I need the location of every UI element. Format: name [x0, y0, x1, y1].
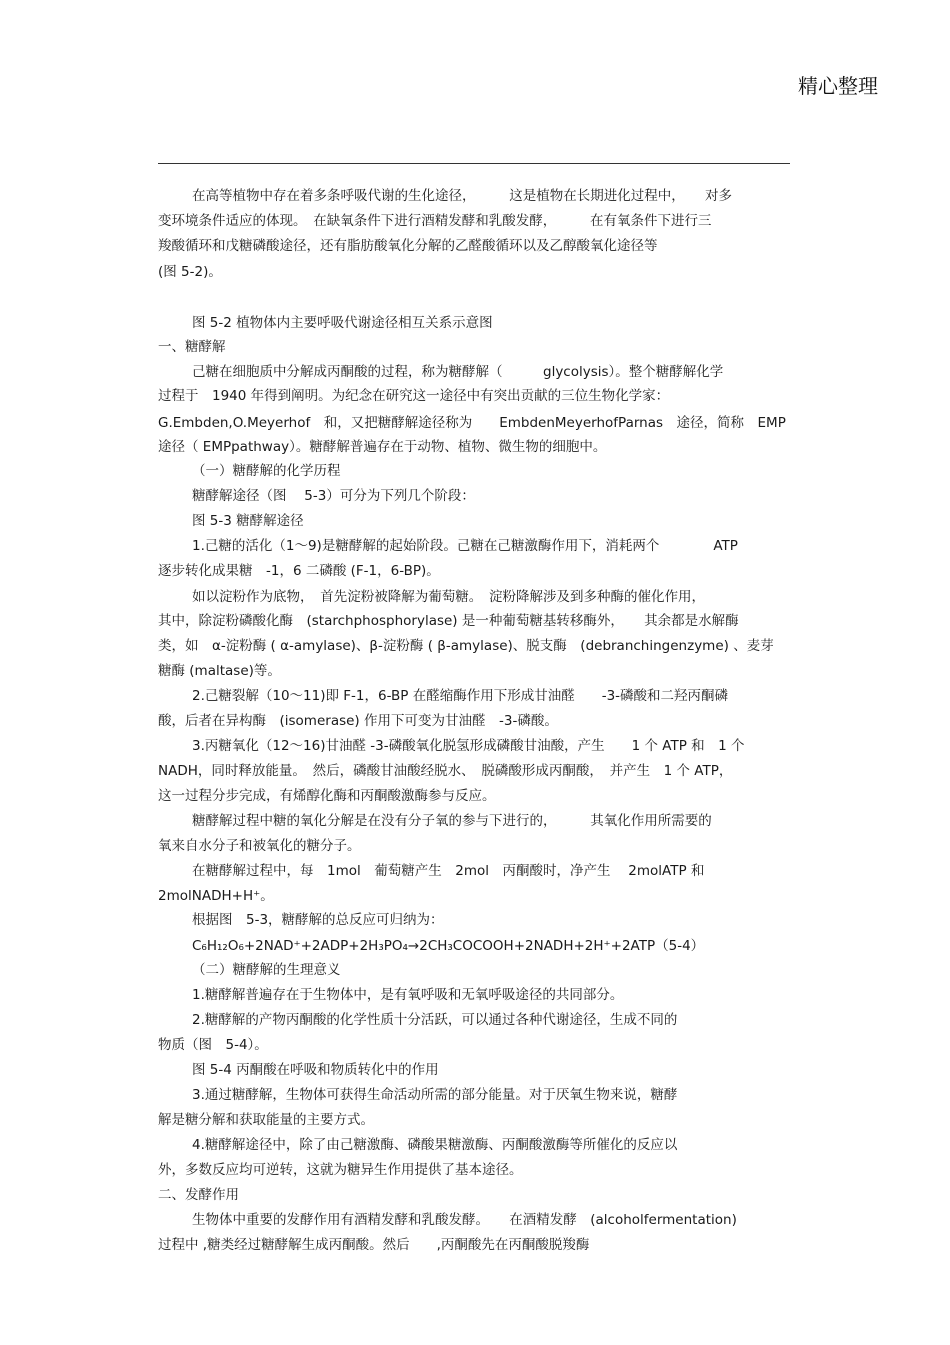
- subsection-heading: （二）糖酵解的生理意义: [192, 962, 341, 978]
- section-heading: 一、糖酵解: [158, 339, 226, 355]
- paragraph-line: 在糖酵解过程中，每 1mol 葡萄糖产生 2mol 丙酮酸时，净产生 2molATP 和: [192, 863, 705, 879]
- paragraph-line: 2.糖酵解的产物丙酮酸的化学性质十分活跃，可以通过各种代谢途径，生成不同的: [192, 1012, 678, 1028]
- paragraph-line: 3.通过糖酵解，生物体可获得生命活动所需的部分能量。对于厌氧生物来说，糖酵: [192, 1087, 678, 1103]
- paragraph-line: 2molNADH+H⁺。: [158, 888, 274, 904]
- paragraph-line: 羧酸循环和戊糖磷酸途径，还有脂肪酸氧化分解的乙醛酸循环以及乙醇酸氧化途径等: [158, 238, 658, 254]
- section-heading: 二、发酵作用: [158, 1187, 239, 1203]
- paragraph-line: 过程于 1940 年得到阐明。为纪念在研究这一途径中有突出贡献的三位生物化学家：: [158, 388, 670, 404]
- paragraph-line: 1.糖酵解普遍存在于生物体中，是有氧呼吸和无氧呼吸途径的共同部分。: [192, 987, 624, 1003]
- header-title: 精心整理: [798, 74, 878, 98]
- paragraph-line: 过程中 ,糖类经过糖酵解生成丙酮酸。然后 ,丙酮酸先在丙酮酸脱羧酶: [158, 1237, 590, 1253]
- paragraph-line: 3.丙糖氧化（12～16)甘油醛 -3-磷酸氧化脱氢形成磷酸甘油酸，产生 1 个 ATP 和 1 个: [192, 738, 745, 754]
- paragraph-line: 变环境条件适应的体现。 在缺氧条件下进行酒精发酵和乳酸发酵， 在有氧条件下进行三: [158, 213, 712, 229]
- paragraph-line: 4.糖酵解途径中，除了由己糖激酶、磷酸果糖激酶、丙酮酸激酶等所催化的反应以: [192, 1137, 678, 1153]
- figure-caption: 图 5-3 糖酵解途径: [192, 513, 304, 529]
- reaction-equation: C₆H₁₂O₆+2NAD⁺+2ADP+2H₃PO₄→2CH₃COCOOH+2NADH+2H⁺+2ATP（5-4）: [192, 938, 705, 954]
- paragraph-line: (图 5-2)。: [158, 264, 222, 280]
- paragraph-line: 逐步转化成果糖 -1，6 二磷酸 (F-1，6-BP)。: [158, 563, 440, 579]
- paragraph-line: 酸，后者在异构酶 (isomerase) 作用下可变为甘油醛 -3-磷酸。: [158, 713, 558, 729]
- paragraph-line: 类，如 α-淀粉酶 ( α-amylase)、β-淀粉酶 ( β-amylase)、脱支酶 (debranchingenzyme) 、麦芽: [158, 638, 774, 654]
- figure-caption: 图 5-4 丙酮酸在呼吸和物质转化中的作用: [192, 1062, 439, 1078]
- paragraph-line: G.Embden,O.Meyerhof 和，又把糖酵解途径称为 EmbdenMeyerhofParnas 途径，简称 EMP: [158, 415, 786, 431]
- paragraph-line: 如以淀粉作为底物， 首先淀粉被降解为葡萄糖。 淀粉降解涉及到多种酶的催化作用，: [192, 589, 705, 605]
- paragraph-line: 糖酵解途径（图 5-3）可分为下列几个阶段：: [192, 488, 475, 504]
- paragraph-line: 1.己糖的活化（1～9)是糖酵解的起始阶段。己糖在己糖激酶作用下，消耗两个 ATP: [192, 538, 738, 554]
- subsection-heading: （一）糖酵解的化学历程: [192, 463, 341, 479]
- paragraph-line: 物质（图 5-4）。: [158, 1037, 268, 1053]
- paragraph-line: 外，多数反应均可逆转，这就为糖异生作用提供了基本途径。: [158, 1162, 523, 1178]
- figure-caption: 图 5-2 植物体内主要呼吸代谢途径相互关系示意图: [192, 315, 493, 331]
- paragraph-line: 根据图 5-3，糖酵解的总反应可归纳为：: [192, 912, 444, 928]
- paragraph-line: 这一过程分步完成，有烯醇化酶和丙酮酸激酶参与反应。: [158, 788, 496, 804]
- paragraph-line: 氧来自水分子和被氧化的糖分子。: [158, 838, 361, 854]
- paragraph-line: NADH，同时释放能量。 然后，磷酸甘油酸经脱水、 脱磷酸形成丙酮酸， 并产生 1 个 ATP，: [158, 763, 733, 779]
- paragraph-line: 途径（ EMPpathway）。糖酵解普遍存在于动物、植物、微生物的细胞中。: [158, 439, 607, 455]
- paragraph-line: 己糖在细胞质中分解成丙酮酸的过程，称为糖酵解（ glycolysis）。整个糖酵解化学: [192, 364, 724, 380]
- paragraph-line: 解是糖分解和获取能量的主要方式。: [158, 1112, 374, 1128]
- paragraph-line: 糖酵解过程中糖的氧化分解是在没有分子氧的参与下进行的， 其氧化作用所需要的: [192, 813, 712, 829]
- paragraph-line: 其中，除淀粉磷酸化酶 (starchphosphorylase) 是一种葡萄糖基转移酶外， 其余都是水解酶: [158, 613, 739, 629]
- paragraph-line: 生物体中重要的发酵作用有酒精发酵和乳酸发酵。 在酒精发酵 (alcoholfermentation): [192, 1212, 737, 1228]
- paragraph-line: 糖酶 (maltase)等。: [158, 663, 281, 679]
- header-divider: [158, 163, 790, 164]
- paragraph-line: 2.己糖裂解（10～11)即 F-1，6-BP 在醛缩酶作用下形成甘油醛 -3-磷酸和二羟丙酮磷: [192, 688, 729, 704]
- paragraph-line: 在高等植物中存在着多条呼吸代谢的生化途径， 这是植物在长期进化过程中， 对多: [192, 188, 732, 204]
